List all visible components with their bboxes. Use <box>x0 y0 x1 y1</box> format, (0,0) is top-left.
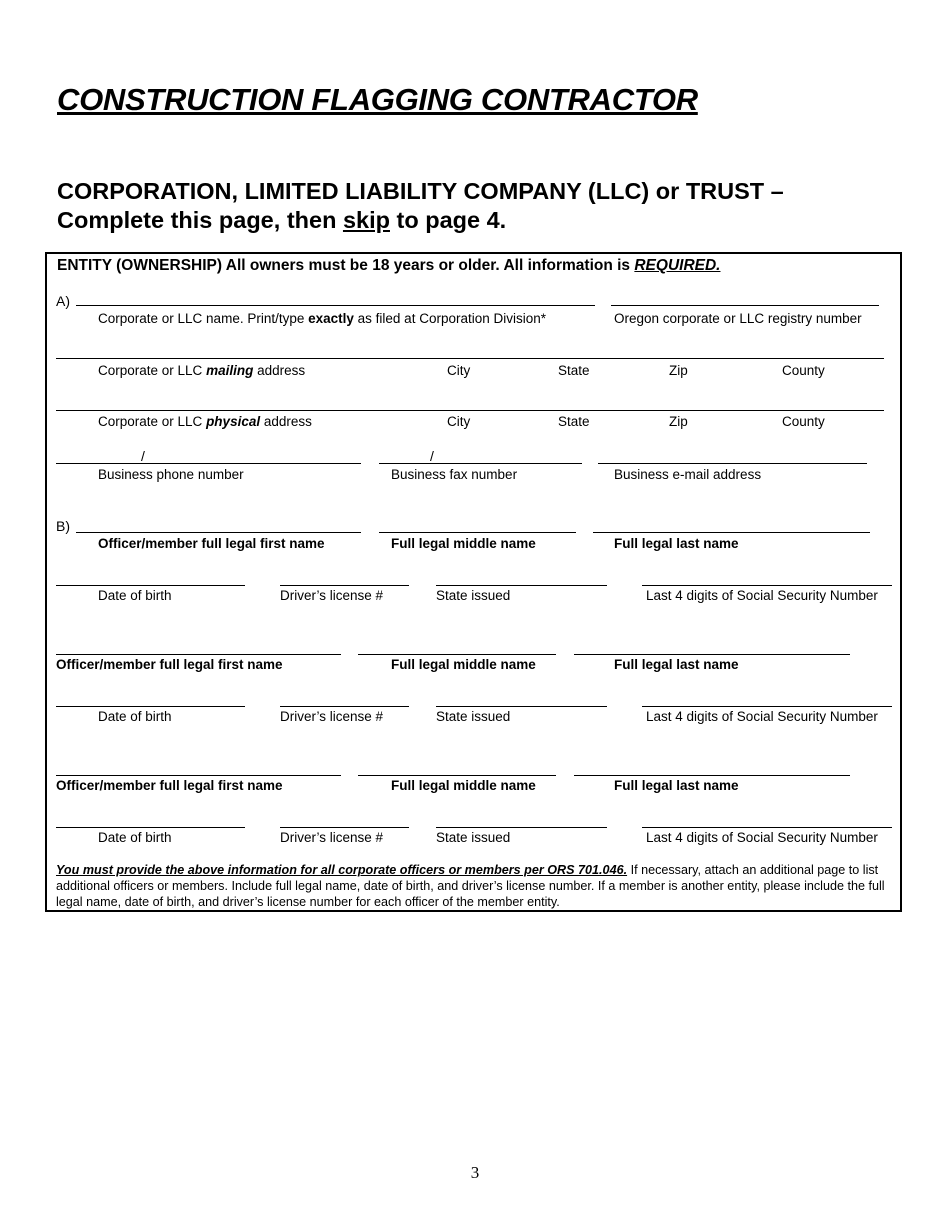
officer1-ssn-label: Last 4 digits of Social Security Number <box>646 588 878 603</box>
officer3-license-field[interactable] <box>280 827 409 828</box>
officer1-license-field[interactable] <box>280 585 409 586</box>
skip-emphasis: skip <box>342 207 390 233</box>
officer2-last-name-label: Full legal last name <box>614 657 739 672</box>
business-phone-label: Business phone number <box>98 467 244 482</box>
section-b-marker: B) <box>56 518 70 534</box>
officer3-middle-name-field[interactable] <box>358 775 556 776</box>
entity-heading: ENTITY (OWNERSHIP) All owners must be 18 years or older. All information is REQUIRED. <box>57 257 721 274</box>
officer1-dob-label: Date of birth <box>98 588 172 603</box>
officer2-first-name-field[interactable] <box>56 654 341 655</box>
officer3-state-issued-field[interactable] <box>436 827 607 828</box>
physical-state-label: State <box>558 414 590 429</box>
officer2-license-label: Driver’s license # <box>280 709 384 724</box>
officer3-dob-label: Date of birth <box>98 830 172 845</box>
officer3-last-name-field[interactable] <box>574 775 850 776</box>
officer2-state-issued-label: State issued <box>436 709 511 724</box>
officer2-ssn-field[interactable] <box>642 706 892 707</box>
entity-ownership-box <box>45 252 902 912</box>
officer3-license-label: Driver’s license # <box>280 830 384 845</box>
officer3-last-name-label: Full legal last name <box>614 778 739 793</box>
mailing-zip-label: Zip <box>669 363 688 378</box>
officer1-state-issued-field[interactable] <box>436 585 607 586</box>
physical-county-label: County <box>782 414 825 429</box>
subtitle-line-1: CORPORATION, LIMITED LIABILITY COMPANY (LLC) or TRUST – <box>57 178 784 204</box>
officer2-license-field[interactable] <box>280 706 409 707</box>
business-phone-field[interactable] <box>56 463 361 464</box>
officer1-state-issued-label: State issued <box>436 588 511 603</box>
officer3-ssn-field[interactable] <box>642 827 892 828</box>
note-body: If necessary, attach an additional page to list additional officers or members. Include full legal name, date of birth, and driver’s license number. If a member is another entity, please include the full legal name, date of birth, and driver’s license number for each officer of the member entity. <box>56 863 885 909</box>
officer2-ssn-label: Last 4 digits of Social Security Number <box>646 709 878 724</box>
business-fax-label: Business fax number <box>391 467 518 482</box>
fax-separator: / <box>430 448 434 464</box>
mailing-state-label: State <box>558 363 590 378</box>
registry-number-field[interactable] <box>611 305 879 306</box>
officer2-state-issued-field[interactable] <box>436 706 607 707</box>
physical-address-field[interactable] <box>56 410 884 411</box>
officer1-ssn-field[interactable] <box>642 585 892 586</box>
officer3-ssn-label: Last 4 digits of Social Security Number <box>646 830 878 845</box>
corp-name-label: Corporate or LLC name. Print/type exactly as filed at Corporation Division* <box>98 311 546 326</box>
registry-number-label: Oregon corporate or LLC registry number <box>614 311 862 326</box>
officer2-first-name-label: Officer/member full legal first name <box>56 657 283 672</box>
subtitle-line-2: Complete this page, then skip to page 4. <box>57 207 507 233</box>
mailing-address-label: Corporate or LLC mailing address <box>98 363 306 378</box>
mailing-city-label: City <box>447 363 471 378</box>
officer3-dob-field[interactable] <box>56 827 245 828</box>
mailing-address-field[interactable] <box>56 358 884 359</box>
officer1-dob-field[interactable] <box>56 585 245 586</box>
officer2-middle-name-label: Full legal middle name <box>391 657 536 672</box>
officer3-first-name-label: Officer/member full legal first name <box>56 778 283 793</box>
officer3-state-issued-label: State issued <box>436 830 511 845</box>
physical-address-label: Corporate or LLC physical address <box>98 414 312 429</box>
officers-requirement-note <box>56 862 892 910</box>
physical-city-label: City <box>447 414 471 429</box>
officer3-first-name-field[interactable] <box>56 775 341 776</box>
officer2-dob-label: Date of birth <box>98 709 172 724</box>
business-fax-field[interactable] <box>379 463 582 464</box>
note-emphasis: You must provide the above information for all corporate officers or members per ORS 701.046. <box>56 863 628 877</box>
mailing-county-label: County <box>782 363 825 378</box>
section-a-marker: A) <box>56 293 70 309</box>
officer1-middle-name-label: Full legal middle name <box>391 536 536 551</box>
officer2-last-name-field[interactable] <box>574 654 850 655</box>
section-subtitle <box>57 177 784 235</box>
officer1-first-name-label: Officer/member full legal first name <box>98 536 325 551</box>
officer1-last-name-label: Full legal last name <box>614 536 739 551</box>
officer1-first-name-field[interactable] <box>76 532 361 533</box>
page-title: CONSTRUCTION FLAGGING CONTRACTOR <box>57 82 698 117</box>
physical-zip-label: Zip <box>669 414 688 429</box>
officer1-middle-name-field[interactable] <box>379 532 576 533</box>
required-emphasis: REQUIRED. <box>634 257 721 274</box>
officer3-middle-name-label: Full legal middle name <box>391 778 536 793</box>
business-email-field[interactable] <box>598 463 867 464</box>
phone-separator: / <box>141 448 145 464</box>
business-email-label: Business e-mail address <box>614 467 762 482</box>
officer2-middle-name-field[interactable] <box>358 654 556 655</box>
officer1-license-label: Driver’s license # <box>280 588 384 603</box>
corp-name-field[interactable] <box>76 305 595 306</box>
officer1-last-name-field[interactable] <box>593 532 870 533</box>
page-number: 3 <box>470 1163 480 1182</box>
officer2-dob-field[interactable] <box>56 706 245 707</box>
